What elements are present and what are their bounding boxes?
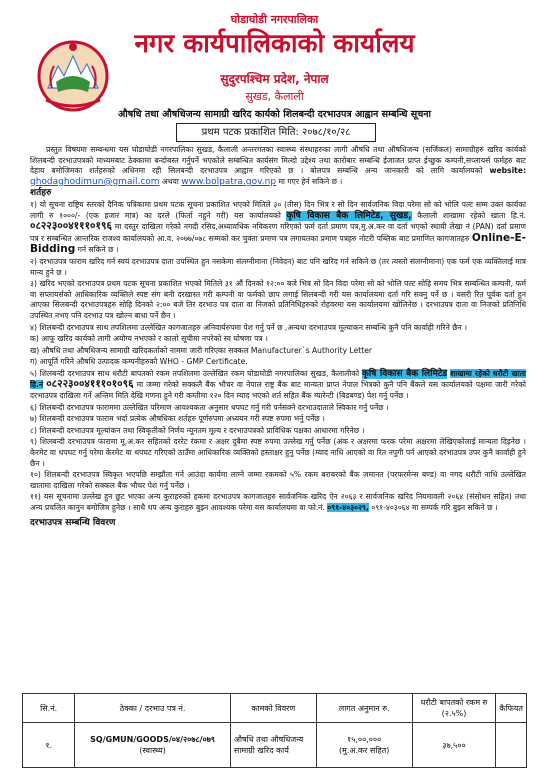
table-row — [23, 723, 527, 768]
cell-desc: औषधि तथा औषधिजन्य सामाग्री खरिद कार्य — [230, 723, 316, 768]
email-link[interactable]: ghodaghodimun@gmail.com — [30, 176, 160, 187]
phone-number-highlight: ०९१-४०३०२९, — [327, 503, 369, 512]
deposit-bank-highlight: कृषि विकास बैक लिमिटेड — [361, 368, 448, 379]
condition-1-text-b: कैलाली शाखामा रहेको खाता हि.नं. — [417, 210, 526, 220]
website-label: website: — [489, 166, 526, 176]
condition-4: ४) शिलबन्दी दरभाउपत्र साथ तपशिलमा उल्लेखित कागजातहरु अनिवार्यरुपमा पेश गर्नु पर्ने छ ,अन्यथा दरभाउपत्र मूल्याकन सम्बन्धि कुनै पनि कार्वाही गरिने छैन । — [30, 322, 468, 332]
condition-8: ८) शिलबन्दी दरभाउपत्र मूल्यांकन तथा स्विकृतीको निर्णय न्यूनतम मूल्य र दरभाउपत्रको प्राविधिक पक्षका आधारमा गरिनेछ । — [30, 425, 365, 435]
condition-4-ka: क) आफू खरिद कार्यको लागी अयोग्य नभएको र कालो सूचीमा नपरेको स्व घोषणा पत्र । — [30, 334, 268, 344]
district-name: सुखड, कैलाली — [245, 90, 304, 103]
condition-1 — [30, 200, 526, 256]
condition-5-text-c: मा जम्मा गरेको सक्कलै बैंक भौचर वा नेपाल राष्ट्र बैंक बाट मान्यता प्राप्त नेपाल भित्रको कुनै पनि बैंकले यस कार्यालयको पक्षमा जारी गरेको दरभाउपत्र दाखिला गर्ने अन्तिम मिति देखि गणना हुने गरी कम्तीमा १२० दिन म्याद भएको शर्त सहित बैंक ग्यारेन्टी (बिडबण्ड) पेश गर्नु पर्नेछ । — [30, 380, 526, 401]
condition-1-text-c: मा दस्तुर दाखिला गरेको नगदी रसिद,अध्यावधिक नविकरण गरिएको फर्म दर्ता प्रमाण पत्र,मु.अ.कर वा दर्ता भएको स्थायी लेखा नं (PAN) दर्ता प्रमाण पत्र र सम्बन्धित आन्तरिक राजश्व कार्यालयको आ.व. २०७७/०७८ सम्मको कर चुक्ता प्रमाण पत्र लगायतका प्रमाण पत्रहरु नोटरी पब्लिक बाट प्रमाणित कागजातहरु — [30, 222, 526, 243]
intro-paragraph — [30, 145, 526, 187]
province-name: सुदुरपश्चिम प्रदेश, नेपाल — [220, 72, 329, 86]
col-header-desc: कामको विवरण — [230, 694, 316, 723]
condition-11 — [30, 492, 526, 513]
office-title: नगर कार्यपालिकाको कार्यालय — [134, 29, 415, 59]
table-header-row — [23, 694, 527, 723]
bolpatra-link[interactable]: www.bolpatra.gov.np — [181, 176, 277, 187]
cell-cost — [316, 723, 412, 768]
online-bidding: Online-E- Bidding — [30, 231, 527, 256]
deposit-account-label: शाखामा रहेको धरौटी खाता हि.नं — [30, 368, 527, 390]
or-text: अथवा — [161, 176, 179, 186]
condition-4-kha: ख) औषधि तथा औषधिजन्य सामाग्री खरिदकर्ताको नाममा जारी गरिएका सक्कल Manufacturer`s Authority Letter — [30, 345, 373, 355]
notice-subject: औषधि तथा औषधिजन्य सामाग्री खरिद कार्यको शिलबन्दी दरभाउपत्र आह्वान सम्बन्धि सूचना — [118, 109, 431, 120]
condition-6: ६) शिलबन्दी दरभाउपत्र फाराममा उल्लेखित परिमाण आवश्यकता अनुसार थपघट गर्नु गरी पर्नसक्ने दरभाउदाताले स्विकार गर्नु पर्नेछ । — [30, 402, 389, 412]
table-title: दरभाउपत्र सम्बन्धि विवरण — [30, 517, 116, 528]
conditions-heading: शर्तहरु — [30, 188, 52, 199]
col-header-cost: लागत अनुमान रु. — [316, 694, 412, 723]
col-header-code: ठेक्का / दरभाउ पत्र नं. — [75, 694, 230, 723]
bid-code: SQ/GMUN/GOODS/०४/२०७८/०७९ — [90, 735, 216, 744]
notice-body — [30, 145, 526, 528]
municipality-name: घोडाघोडी नगरपालिका — [230, 13, 319, 26]
condition-11-text: ११) यस सूचनामा उल्लेख हुन छुट भएका अन्य कुराहरुको हकमा दरभाउपत्र कागजातहरु सार्वजनिक खरिद ऐन २०६३ र सार्वजनिक खरिद नियमावली २०६४ (संसोधन सहित) तथा अन्य प्रचलित कानुन बमोजिम हुनेछ । साथै थप अन्य कुराहरु बुझ्न आवश्यक परेमा यस कार्यालयमा वा फो.नं. — [30, 492, 526, 512]
condition-5 — [30, 369, 526, 402]
cost-value: १५,००,००० — [347, 735, 382, 744]
deposit-account-number: ०८२२३००४१११०१०९६ — [46, 378, 134, 391]
condition-11-text-b: ०९१-४०३०६४ मा सम्पर्क गरि बुझ्न सकिने छ । — [371, 503, 498, 512]
col-header-deposit: धरौटी बापतको रकम रु (२.५%) — [412, 694, 496, 723]
cell-remarks — [496, 723, 527, 768]
cost-sub: (मु.अ.कर सहित) — [338, 746, 390, 755]
condition-1-text-d: गर्न सकिने छ । — [77, 245, 119, 255]
condition-3: ३) खरिद भएको दरभाउपत्र प्रथम पटक सूचना प्रकाशित भएको मितिले ३१ औं दिनको १२:०० बजे भित्र सो दिन विदा परेमा सो को भोलि पल्ट सोहि समय भित्र सम्बन्धित कम्पनी, फर्म वा सप्लायर्सको आधिकारिक व्यक्तिले स्पष्ट संग बनी दरखास्त गरी कम्पनी वा फर्मको छाप लगाई सिलबन्दी गरी यस कार्यालयमा दर्ता गरि सक्नु पर्ने छ । यसरी रित पूर्वक दर्ता हुन आएका सिलबन्दी दरभाउपत्रहरु सोहि दिनको २:०० बजे तिर दरभाउ पत्र दाता वा निजको प्रतिनिधिहरुको रोहवरमा यस कार्यालयमा खोलिनेछ । दरभाउपत्र दाता वा निजको प्रतिनिधि उपस्थित नभए पनि दरभाउ पत्र खोल्न बाधा पर्ने छैन । — [30, 279, 526, 320]
col-header-remarks: कैफियत — [496, 694, 527, 723]
intro-text-end: मा गएर हेर्न सकिने छ । — [278, 176, 343, 186]
published-date: प्रथम पटक प्रकाशित मिति: २०७८/१०/२८ — [176, 123, 376, 142]
bid-details-table — [22, 693, 527, 768]
bid-code-sub: (स्वास्थ्य) — [139, 746, 166, 755]
condition-7: ७) शिलबन्दी दरभाउपत्र फाराम भर्दा प्रत्येक औषधिका शर्तहरु पूर्णरुपमा अध्ययन गरी स्पष्ट रुपमा भर्नु पर्नेछ । — [30, 414, 325, 424]
col-header-sn: सि.नं. — [23, 694, 75, 723]
cell-deposit: ३७,५०० — [412, 723, 496, 768]
condition-5-text: ५) शिलबन्दी दरभाउपत्र साथ धरौटी बापतको रकम तपशिलमा उल्लेखित रकम घोडाघोडी नगरपालिका सुखड, कैलालीको — [30, 368, 360, 378]
bank-name-highlight: कृषि विकास बैक लिमिटेड, सुखड, — [286, 210, 412, 221]
condition-1-text: १) यो सूचना राष्ट्रिय स्तरको दैनिक पत्रिकामा प्रथम पटक सूचना प्रकाशित भएको मितिले ३० (तीस) दिन भित्र र सो दिन सार्वजनिक विदा परेमा सो को भोलि पल्ट सम्म उक्त कार्यका लागी रु १०००/- (एक हजार मात्र) का दरले (फिर्ता नहुने गरी) यस कार्यालयको — [30, 199, 526, 220]
condition-9: ९) शिलबन्दी दरभाउपत्र फारामा मू.अ.कर सहितको दररेट रंकमा र अक्षर दुबैमा स्पष्ट रुपमा उल्लेख गर्नु पर्नेछ (अंक र अक्षरमा फरक परेमा अक्षरमा लेखिएकोलाई मान्यता दिइनेछ । केरमेट वा थपघट गर्नु परेमा केरमेट वा थपघट गरिएको ठाउँमा आधिकारिक व्यक्तिको हस्ताक्षर हुनु पर्नेछ (म्याद नाधि आएको वा रित नपुगी पर्न आएको दरभाउपत्र उपर कुनै कार्वाही हुने छैन । — [30, 437, 526, 468]
account-number: ०८२२३००४१११०१९६ — [30, 220, 112, 233]
cell-code — [75, 723, 230, 768]
cell-sn: १. — [23, 723, 75, 768]
condition-10: १०) शिलबन्दी दरभाउपत्र स्विकृत भएपछि सम्झौता गर्न आउंदा कार्यमा लाग्ने जम्मा रकमको ५% रकम बराबरको बैंक जमानत (परफरमेन्स बण्ड) वा नगद धरौटी नाधि उल्लेखित खातामा दाखिला गरेको सक्कल बैंक भौचर पेश गर्नु पर्नेछ । — [30, 470, 526, 490]
condition-2: २) दरभाउपत्र फाराम खरिद गर्न स्वयं दरभाउपत्र दाता उपस्थित हुन नसकेमा संलग्नीमाना (निवेदन) बाट पनि खरिद गर्न सकिने छ (तर त्यस्तो संलग्नीमाना) एक फर्म एक व्यक्तिलाई मात्र मान्य हुने छ । — [30, 256, 526, 277]
intro-text: प्रस्तुत विषयमा सम्बन्धमा यस घोडाघोडी नगरपालिका सुखड, कैलाली अन्तरगतका स्वास्थ्य संस्थाहरुका लागी औषधि तथा औषधिजन्य (सर्जिकल) सामाग्रीहरु खरिद कार्यको शिलबन्दी दरभाउपत्रको माध्यमबाट ठेक्कामा बन्दोबस्त गर्नुपर्ने भएकोले सम्बन्धित कार्यसंग मिल्दो उद्देश्य तथा कारोबार सम्बन्धि ईजाजत प्राप्त ईच्छुक कम्पनी,सप्लायर्स फर्महरु बाट देहाय बमोजिमका शर्तहरुको अधिनमा रही सिलबन्दी दरभाउपत्र आह्वान गरिएको छ । बोलपत्र सम्बन्धि अन्य जानकारी को लागि कार्यालयको — [30, 145, 526, 176]
condition-4-ga: ग) आपूर्ति गरिने औषधि उत्पादक कम्पनीहरुको WHO - GMP Certificate. — [30, 357, 248, 367]
